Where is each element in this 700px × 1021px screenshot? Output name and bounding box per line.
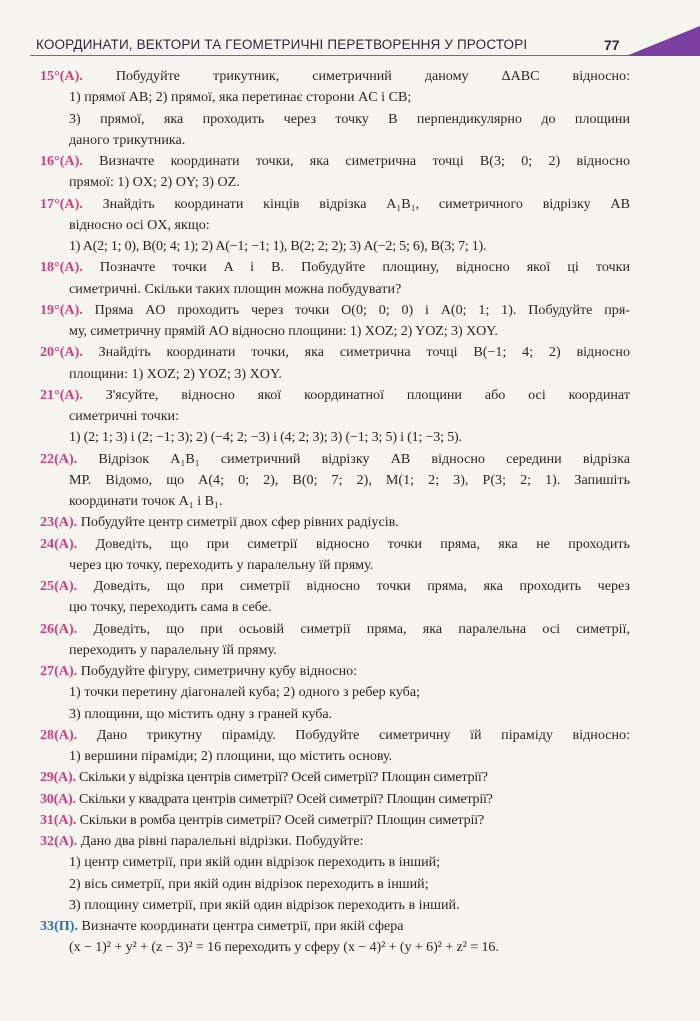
- problem-number: 26(А).: [40, 620, 78, 637]
- problem-number: 27(А).: [40, 663, 78, 679]
- problem-line: 1) A(2; 1; 0), B(0; 4; 1); 2) A(−1; −1; 1), B(2; 2; 2); 3) A(−2; 5; 6), B(3; 7; 1).: [69, 238, 487, 254]
- problem-line: прямої: 1) OX; 2) OY; 3) OZ.: [69, 174, 240, 191]
- problem-line: даного трикутника.: [69, 131, 186, 148]
- problem-number: 30(А).: [40, 790, 76, 807]
- problem-26: [40, 619, 630, 662]
- problem-line: Відрізок A₁B₁ симетричний відрізку AB відносно середини відрізка: [98, 450, 630, 467]
- problem-30: [40, 789, 630, 810]
- problem-line: Доведіть, що при симетрії відносно точки пряма, яка проходить через: [93, 578, 630, 594]
- problem-line: Доведіть, що при осьовій симетрії пряма, яка паралельна осі симетрії,: [93, 620, 630, 637]
- problem-line: Скільки в ромба центрів симетрії? Осей симетрії? Площин симетрії?: [79, 811, 485, 828]
- problem-27: [40, 661, 630, 725]
- problem-line: Знайдіть координати кінців відрізка A₁B₁, симетричного відрізку AB: [102, 195, 630, 212]
- problem-number: 33(П).: [40, 918, 78, 934]
- problem-line: MP. Відомо, що A(4; 0; 2), B(0; 7; 2), M(1; 2; 3), P(3; 2; 1). Запишіть: [69, 471, 630, 488]
- problem-line: Знайдіть координати точки, яка симетрична точці B(−1; 4; 2) відносно: [98, 344, 630, 361]
- running-header: [30, 34, 640, 56]
- problem-31: [40, 810, 630, 831]
- problem-line: 2) вісь симетрії, при якій один відрізок переходить в інший;: [69, 875, 429, 892]
- problem-line: 3) площини, що містить одну з граней куба.: [69, 705, 333, 722]
- problem-line: Дано два рівні паралельні відрізки. Побудуйте:: [80, 833, 364, 849]
- problem-line: 1) вершини піраміди; 2) площини, що містить основу.: [69, 748, 393, 764]
- problem-line: симетричні. Скільки таких площин можна побудувати?: [69, 280, 402, 297]
- problem-line: (x − 1)² + y² + (z − 3)² = 16 переходить у сферу (x − 4)² + (y + 6)² + z² = 16.: [69, 939, 499, 956]
- header-rule: [30, 55, 640, 56]
- problem-32: [40, 831, 630, 916]
- problem-number: 19°(А).: [40, 301, 83, 318]
- problem-23: [40, 512, 630, 533]
- problem-number: 28(А).: [40, 726, 78, 743]
- problem-line: Скільки у квадрата центрів симетрії? Осей симетрії? Площин симетрії?: [78, 790, 493, 807]
- problem-line: Позначте точки A і B. Побудуйте площину, відносно якої ці точки: [99, 259, 630, 276]
- problem-number: 22(А).: [40, 450, 78, 467]
- problem-line: Доведіть, що при симетрії відносно точки пряма, яка не проходить: [95, 535, 630, 552]
- problem-19: [40, 300, 630, 343]
- problem-number: 29(А).: [40, 769, 76, 786]
- problem-24: [40, 534, 630, 577]
- problem-line: З'ясуйте, відносно якої координатної площини або осі координат: [105, 386, 630, 403]
- problem-number: 32(А).: [40, 833, 78, 849]
- problem-number: 23(А).: [40, 514, 78, 531]
- problem-line: 1) прямої AB; 2) прямої, яка перетинає сторони AC і CB;: [69, 89, 412, 106]
- problem-line: Побудуйте фігуру, симетричну кубу відносно:: [80, 663, 358, 679]
- problem-line: му, симетричну прямій AO відносно площини: 1) XOZ; 2) YOZ; 3) XOY.: [69, 323, 498, 339]
- header-title: КООРДИНАТИ, ВЕКТОРИ ТА ГЕОМЕТРИЧНІ ПЕРЕТВОРЕННЯ У ПРОСТОРІ: [36, 37, 528, 52]
- problem-20: [40, 342, 630, 385]
- problem-16: [40, 151, 630, 194]
- problem-line: координати точок A₁ і B₁.: [69, 493, 223, 509]
- problem-line: 1) (2; 1; 3) і (2; −1; 3); 2) (−4; 2; −3) і (4; 2; 3); 3) (−1; 3; 5) і (1; −3; 5).: [69, 429, 462, 446]
- problem-line: Скільки у відрізка центрів симетрії? Осей симетрії? Площин симетрії?: [78, 769, 488, 786]
- problem-number: 18°(А).: [40, 259, 83, 276]
- corner-accent: [626, 26, 700, 56]
- problem-line: Побудуйте центр симетрії двох сфер рівних радіусів.: [80, 514, 399, 531]
- problem-line: Визначте координати точки, яка симетрична точці B(3; 0; 2) відносно: [99, 153, 631, 169]
- problem-28: [40, 725, 630, 768]
- problem-15: [40, 66, 630, 151]
- problem-number: 20°(А).: [40, 344, 83, 361]
- problem-number: 17°(А).: [40, 195, 83, 212]
- problem-line: Дано трикутну піраміду. Побудуйте симетричну їй піраміду відносно:: [96, 726, 630, 743]
- problem-line: відносно осі OX, якщо:: [69, 216, 210, 233]
- problem-21: [40, 385, 630, 449]
- problem-29: [40, 767, 630, 788]
- problem-22: [40, 449, 630, 513]
- problem-33: [40, 916, 630, 959]
- problem-number: 25(А).: [40, 578, 78, 594]
- problem-line: Побудуйте трикутник, симетричний даному ΔABC відносно:: [115, 68, 631, 84]
- problem-line: Визначте координати центра симетрії, при якій сфера: [81, 918, 404, 934]
- problem-number: 31(А).: [40, 811, 77, 828]
- page-number: 77: [604, 37, 620, 53]
- problem-line: переходить у паралельну їй пряму.: [69, 641, 277, 658]
- problem-17: [40, 194, 630, 258]
- problem-line: 1) центр симетрії, при якій один відрізок переходить в інший;: [69, 854, 441, 871]
- problem-25: [40, 576, 630, 619]
- problem-number: 24(А).: [40, 535, 78, 552]
- problem-line: площини: 1) XOZ; 2) YOZ; 3) XOY.: [69, 365, 282, 382]
- problem-line: 3) прямої, яка проходить через точку B перпендикулярно до площини: [69, 110, 630, 127]
- problem-line: цю точку, переходить сама в себе.: [69, 599, 272, 616]
- problem-line: Пряма AO проходить через точки O(0; 0; 0) і A(0; 1; 1). Побудуйте пря-: [94, 301, 630, 318]
- problem-number: 21°(А).: [40, 386, 83, 403]
- problem-line: через цю точку, переходить у паралельну їй пряму.: [69, 556, 374, 573]
- problem-line: 1) точки перетину діагоналей куба; 2) одного з ребер куба;: [69, 684, 421, 701]
- problem-list: [40, 66, 630, 959]
- problem-18: [40, 257, 630, 300]
- problem-number: 16°(А).: [40, 153, 83, 169]
- problem-number: 15°(А).: [40, 68, 83, 84]
- problem-line: 3) площину симетрії, при якій один відрізок переходить в інший.: [69, 896, 460, 913]
- problem-line: симетричні точки:: [69, 408, 180, 424]
